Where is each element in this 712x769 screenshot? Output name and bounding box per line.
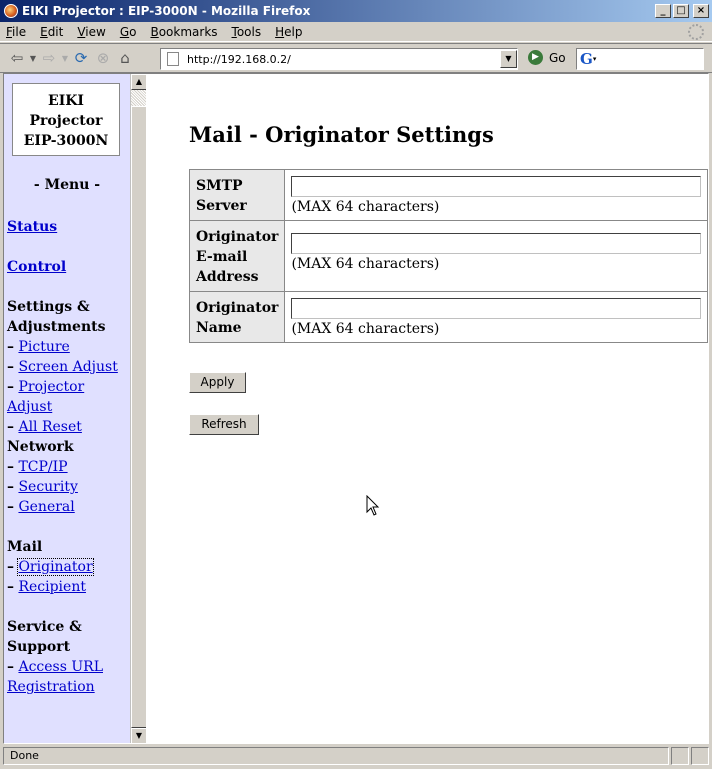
url-history-dropdown[interactable]: ▼: [500, 50, 517, 68]
back-icon[interactable]: ⇦: [10, 49, 24, 67]
logo-line-model: EIP-3000N: [23, 133, 109, 149]
window-title-bar: [0, 0, 712, 22]
page-icon: [167, 52, 179, 66]
sidebar-link-all-reset[interactable]: All Reset: [18, 419, 82, 435]
minimize-button[interactable]: _: [655, 4, 671, 18]
originator-email-hint: (MAX 64 characters): [291, 256, 440, 272]
sidebar-link-security[interactable]: Security: [18, 479, 78, 495]
url-text[interactable]: http://192.168.0.2/: [187, 52, 291, 66]
scroll-up-button[interactable]: ▲: [131, 74, 147, 90]
window-title: EIKI Projector : EIP-3000N - Mozilla Firefox: [22, 4, 311, 18]
go-label: Go: [549, 50, 566, 65]
sidebar-link-screen-adjust[interactable]: Screen Adjust: [18, 359, 118, 375]
menu-file[interactable]: File: [6, 24, 27, 39]
table-row: [190, 292, 708, 343]
sidebar-heading-settings: Settings &: [7, 299, 90, 315]
home-icon[interactable]: ⌂: [120, 49, 130, 67]
sidebar-link-access-url[interactable]: Access URL: [18, 659, 103, 675]
stop-icon[interactable]: ⊗: [96, 49, 110, 67]
mouse-cursor-icon: [366, 495, 380, 517]
apply-button[interactable]: Apply: [189, 372, 246, 393]
sidebar-link-picture[interactable]: Picture: [18, 339, 70, 355]
sidebar-heading-service: Service &: [7, 619, 82, 635]
refresh-button[interactable]: Refresh: [189, 414, 259, 435]
search-box[interactable]: [576, 48, 704, 70]
firefox-icon: [4, 4, 18, 18]
forward-icon[interactable]: ⇨: [42, 49, 56, 67]
throbber-icon: [688, 24, 704, 40]
scroll-down-button[interactable]: ▼: [131, 728, 147, 744]
address-bar[interactable]: [160, 48, 518, 70]
menu-bar: [0, 22, 712, 42]
google-icon[interactable]: G: [580, 50, 593, 68]
table-row: [190, 221, 708, 292]
menu-help[interactable]: Help: [275, 24, 303, 39]
originator-name-input[interactable]: [291, 298, 701, 319]
originator-email-label: Originator E-mail Address: [190, 221, 285, 292]
menu-heading: - Menu -: [33, 177, 101, 193]
menu-edit[interactable]: Edit: [40, 24, 64, 39]
scroll-track[interactable]: [131, 90, 147, 106]
sidebar-heading-service-2: Support: [7, 639, 71, 655]
smtp-server-label: SMTP Server: [190, 170, 285, 221]
smtp-server-hint: (MAX 64 characters): [291, 199, 440, 215]
originator-name-hint: (MAX 64 characters): [291, 321, 440, 337]
status-text: Done: [3, 747, 669, 765]
menu-view[interactable]: View: [77, 24, 106, 39]
back-dropdown-icon[interactable]: ▼: [29, 53, 37, 63]
forward-dropdown-icon[interactable]: ▼: [61, 53, 69, 63]
status-bar: [3, 745, 709, 767]
scroll-thumb[interactable]: [131, 106, 147, 728]
sidebar-heading-settings-2: Adjustments: [7, 319, 106, 335]
sidebar-link-tcpip[interactable]: TCP/IP: [18, 459, 68, 475]
sidebar-link-recipient[interactable]: Recipient: [18, 579, 86, 595]
main-content: [146, 74, 709, 744]
originator-name-label: Originator Name: [190, 292, 285, 343]
sidebar-link-projector-adjust[interactable]: Projector Adjust: [7, 379, 85, 415]
originator-email-input[interactable]: [291, 233, 701, 254]
go-button[interactable]: [528, 50, 566, 65]
sidebar-link-status[interactable]: Status: [7, 219, 58, 235]
smtp-server-input[interactable]: [291, 176, 701, 197]
sidebar-heading-network: Network: [7, 439, 74, 455]
sidebar-heading-mail: Mail: [7, 539, 43, 555]
close-button[interactable]: ×: [693, 4, 709, 18]
originator-settings-table: [189, 169, 708, 343]
product-logo-box: [12, 83, 120, 156]
sidebar-link-general[interactable]: General: [18, 499, 75, 515]
table-row: [190, 170, 708, 221]
page-title: Mail - Originator Settings: [189, 122, 494, 147]
menu-go[interactable]: Go: [119, 24, 137, 39]
status-cell-resize[interactable]: [691, 747, 709, 765]
sidebar-link-originator[interactable]: Originator: [18, 559, 93, 575]
go-arrow-icon: ▶: [528, 50, 543, 65]
logo-line-brand: EIKI: [48, 93, 84, 109]
logo-line-type: Projector: [29, 113, 103, 129]
sidebar-link-registration[interactable]: Registration: [7, 679, 95, 695]
status-cell-security: [671, 747, 689, 765]
reload-icon[interactable]: ⟳: [74, 49, 88, 67]
sidebar-menu: EIKI Projector EIP-3000N - Menu - Status Control Settings & Adjustments – Picture – Screen Adjust – Projector Adjust – All Reset Network – TCP/IP – Security – General Mail – Originator – Recipient Service & Support – Access URL Registration: [4, 74, 130, 744]
navigation-toolbar: [0, 43, 712, 73]
maximize-button[interactable]: □: [673, 4, 689, 18]
menu-bookmarks[interactable]: Bookmarks: [150, 24, 218, 39]
sidebar-scrollbar[interactable]: [130, 74, 146, 744]
search-engine-dropdown-icon[interactable]: ▾: [592, 55, 597, 63]
sidebar-link-control[interactable]: Control: [7, 259, 67, 275]
page-viewport: [3, 73, 709, 744]
menu-tools[interactable]: Tools: [231, 24, 262, 39]
